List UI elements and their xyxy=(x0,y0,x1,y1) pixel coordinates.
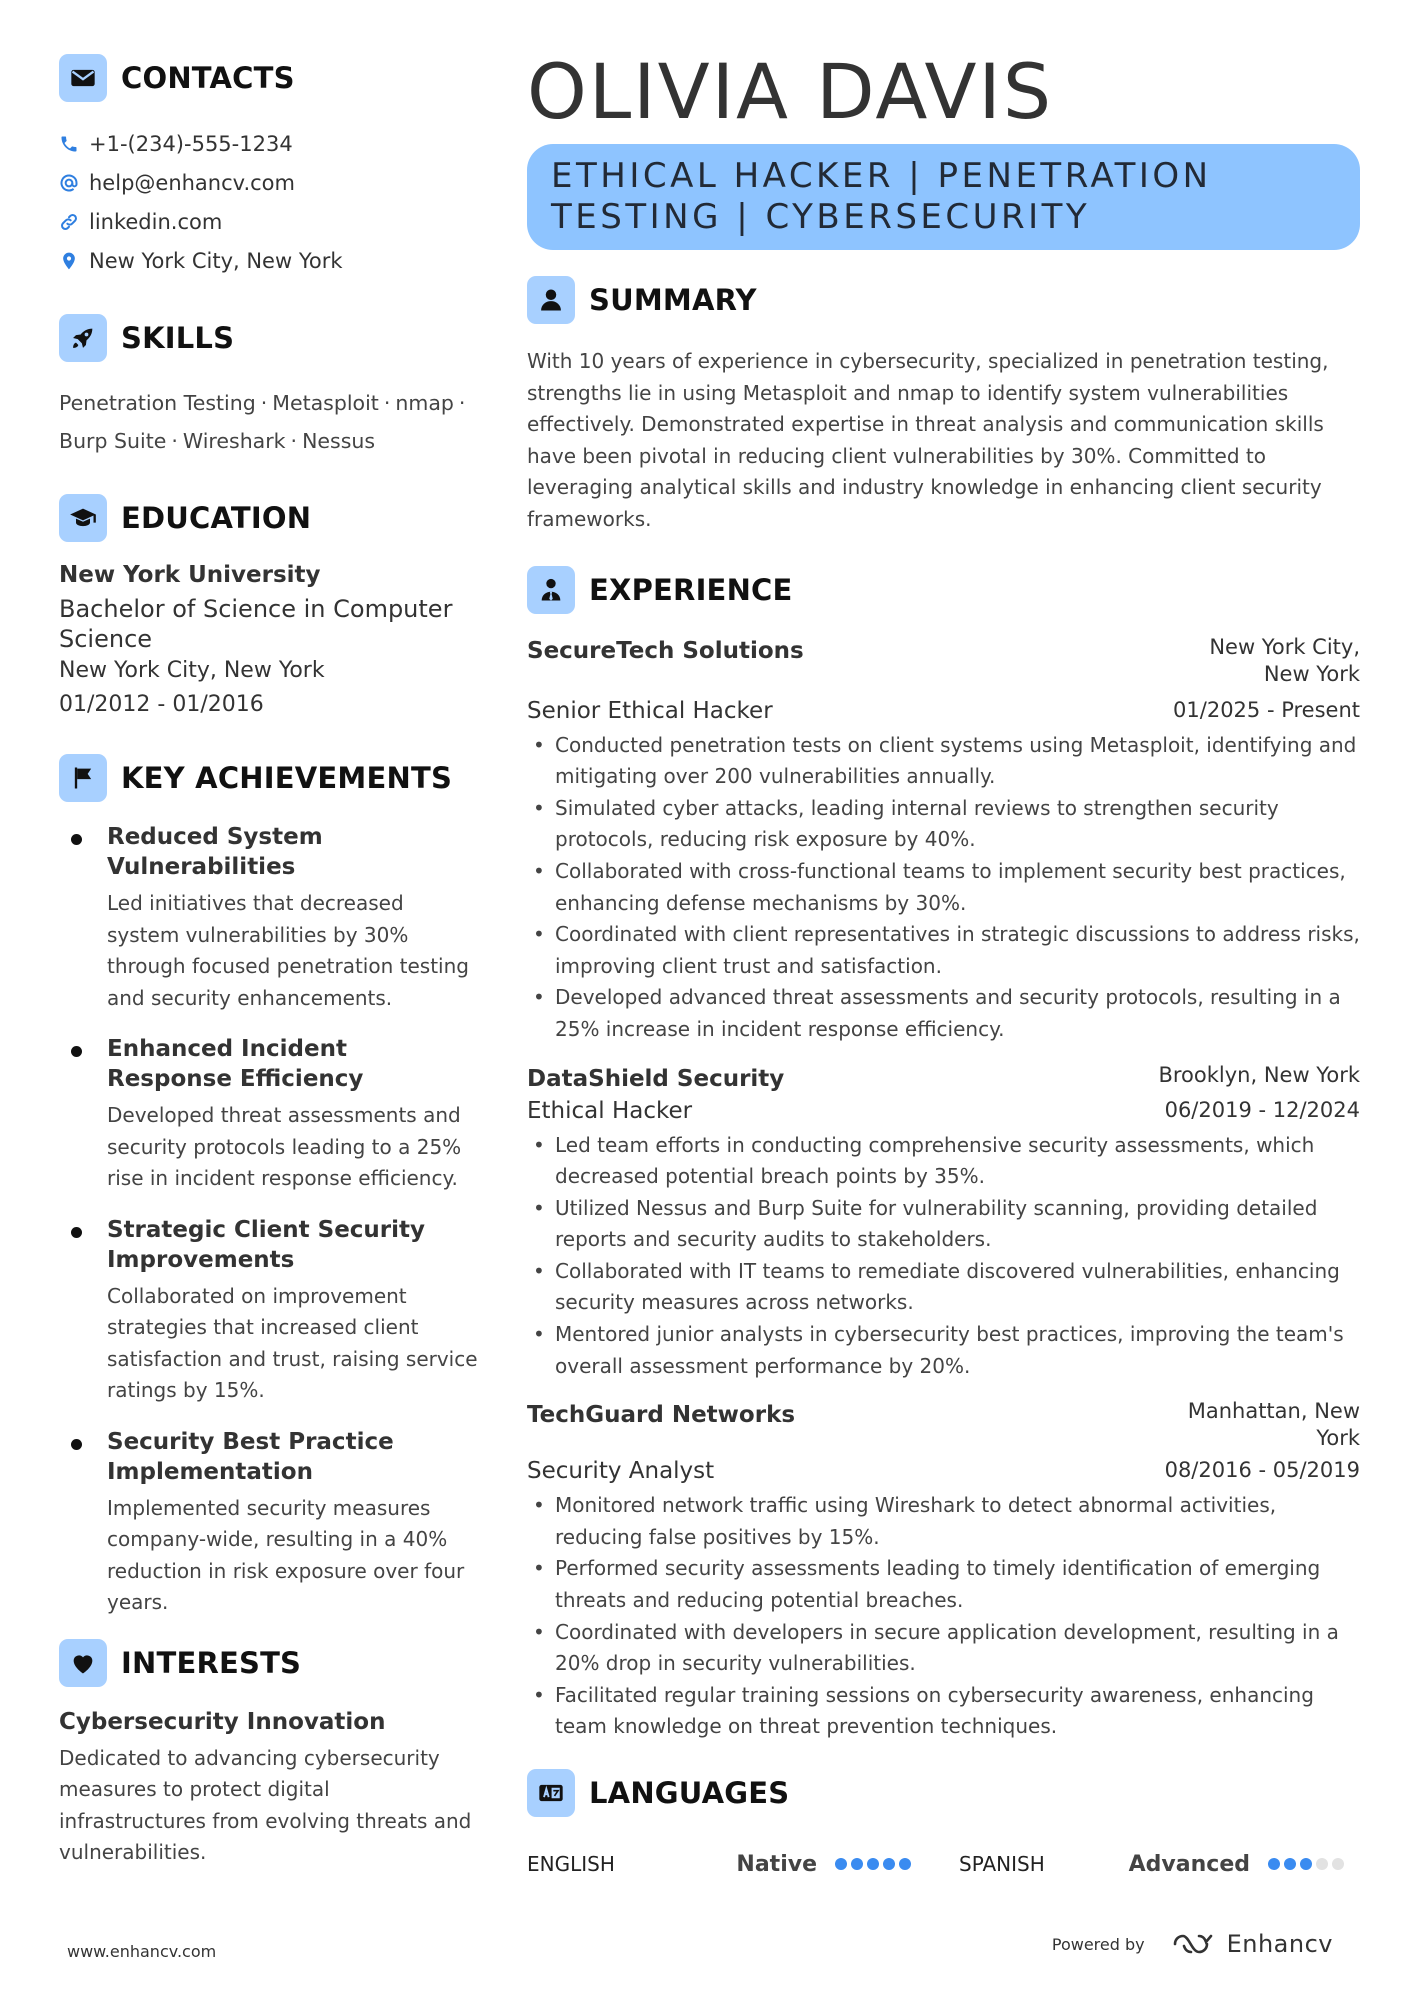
contact-linkedin-text: linkedin.com xyxy=(89,209,223,234)
achievement-desc: Developed threat assessments and security protocols leading to a 25% rise in incident response efficiency. xyxy=(107,1103,462,1190)
achievement-item xyxy=(59,1427,479,1619)
languages-list xyxy=(527,1849,1360,1879)
powered-by-label: Powered by xyxy=(1051,1934,1145,1954)
headline-banner xyxy=(527,144,1360,250)
enhancv-logo-icon xyxy=(1171,1931,1219,1957)
job-company: DataShield Security xyxy=(527,1065,785,1092)
candidate-name: OLIVIA DAVIS xyxy=(527,47,1054,136)
skill-item: Penetration Testing xyxy=(59,391,256,415)
job-bullet: • Monitored network traffic using Wireshark to detect abnormal activities, reducing false positives by 15%. xyxy=(527,1490,1360,1553)
job-dates: 08/2016 - 05/2019 xyxy=(1164,1458,1360,1483)
language-entry xyxy=(527,1852,959,1877)
job-bullet: • Utilized Nessus and Burp Suite for vulnerability scanning, providing detailed reports and security audits to stakeholders. xyxy=(527,1193,1360,1256)
languages-header xyxy=(527,1769,1360,1817)
contact-email[interactable] xyxy=(59,163,479,202)
achievements-header xyxy=(59,754,479,802)
contacts-title: CONTACTS xyxy=(121,61,295,95)
achievement-title: Enhanced Incident Response Efficiency xyxy=(107,1036,364,1092)
job-bullet: • Led team efforts in conducting comprehensive security assessments, which decreased potential breach points by 35%. xyxy=(527,1130,1360,1193)
job-bullet: • Coordinated with developers in secure application development, resulting in a 20% drop in security vulnerabilities. xyxy=(527,1617,1360,1680)
rating-dot-filled xyxy=(1300,1858,1312,1870)
job-entry xyxy=(527,1062,1360,1383)
achievement-title: Reduced System Vulnerabilities xyxy=(107,824,323,880)
skills-header xyxy=(59,314,479,362)
link-icon xyxy=(59,212,89,232)
bullet-dot xyxy=(71,1227,82,1238)
job-role: Ethical Hacker xyxy=(527,1097,693,1124)
education-dates: 01/2012 - 01/2016 xyxy=(59,692,264,717)
achievement-desc: Implemented security measures company-wide, resulting in a 40% reduction in risk exposure over four years. xyxy=(107,1495,465,1614)
achievement-title: Strategic Client Security Improvements xyxy=(107,1216,426,1273)
enhancv-brand-text: Enhancv xyxy=(1226,1930,1333,1958)
job-location: Brooklyn, New York xyxy=(1158,1062,1360,1087)
rating-dot-filled xyxy=(899,1858,911,1870)
contact-phone-text: +1-(234)-555-1234 xyxy=(89,131,293,156)
phone-icon xyxy=(59,134,89,154)
language-level: Advanced xyxy=(1128,1851,1250,1877)
job-bullet: • Conducted penetration tests on client systems using Metasploit, identifying and mitigating over 200 vulnerabilities annually. xyxy=(527,730,1360,793)
job-bullet: • Performed security assessments leading to timely identification of emerging threats and reducing potential breaches. xyxy=(527,1553,1360,1616)
education-degree: Bachelor of Science in Computer Science xyxy=(59,595,453,653)
job-location: Manhattan, New York xyxy=(1187,1399,1360,1451)
contact-location-text: New York City, New York xyxy=(89,248,343,273)
summary-title: SUMMARY xyxy=(589,283,757,317)
rating-dot-filled xyxy=(867,1858,879,1870)
interests-header xyxy=(59,1639,479,1687)
rating-dot-filled xyxy=(1284,1858,1296,1870)
languages-title: LANGUAGES xyxy=(589,1776,790,1810)
skill-item: Wireshark xyxy=(182,429,286,453)
footer-website[interactable]: www.enhancv.com xyxy=(67,1942,217,1961)
summary-text: With 10 years of experience in cybersecurity, specialized in penetration testing, strengths lie in using Metasploit and nmap to identify system vulnerabilities effectively. Demonstrated expertise in threat analysis and communication skills have been pivotal in reducing client vulnerabilities by 30%. Committed to leveraging analytical skills and industry knowledge in enhancing client security frameworks. xyxy=(527,349,1329,531)
user-icon xyxy=(527,276,575,324)
job-role: Security Analyst xyxy=(527,1458,715,1485)
job-bullet: • Collaborated with cross-functional teams to implement security best practices, enhancing defense mechanisms by 30%. xyxy=(527,856,1360,919)
skills-title: SKILLS xyxy=(121,321,235,355)
rating-dot-filled xyxy=(1268,1858,1280,1870)
contact-email-text: help@enhancv.com xyxy=(89,170,295,195)
job-bullet: • Simulated cyber attacks, leading internal reviews to strengthen security protocols, reducing risk exposure by 40%. xyxy=(527,793,1360,856)
bullet-dot xyxy=(71,1439,82,1450)
summary-header xyxy=(527,276,1360,324)
skill-item: Metasploit xyxy=(272,391,379,415)
skills-list: Penetration Testing · Metasploit · nmap · Burp Suite · Wireshark · Nessus xyxy=(59,391,466,453)
language-name: SPANISH xyxy=(959,1852,1045,1876)
job-location: New York City, New York xyxy=(1209,634,1360,686)
graduation-cap-icon xyxy=(59,494,107,542)
interests-title: INTERESTS xyxy=(121,1645,302,1680)
achievement-item xyxy=(59,822,479,1014)
enhancv-logo[interactable] xyxy=(1171,1930,1333,1958)
education-school: New York University xyxy=(59,562,321,588)
footer-branding xyxy=(1052,1930,1333,1958)
right-column xyxy=(527,47,1360,1879)
left-column xyxy=(59,54,479,1869)
envelope-icon xyxy=(59,54,107,102)
achievement-item xyxy=(59,1034,479,1195)
contact-list xyxy=(59,124,479,280)
education-location: New York City, New York xyxy=(59,658,325,683)
job-company: TechGuard Networks xyxy=(527,1402,796,1429)
headline-text: ETHICAL HACKER | PENETRATION TESTING | CYBERSECURITY xyxy=(551,156,1212,237)
bullet-dot xyxy=(71,1046,82,1057)
rating-dot-empty xyxy=(1332,1858,1344,1870)
job-bullet: • Mentored junior analysts in cybersecurity best practices, improving the team's overall assessment performance by 20%. xyxy=(527,1319,1360,1382)
language-level: Native xyxy=(736,1851,817,1877)
rating-dot-empty xyxy=(1316,1858,1328,1870)
job-entry xyxy=(527,1398,1360,1743)
experience-title: EXPERIENCE xyxy=(589,572,793,607)
rating-dot-filled xyxy=(851,1858,863,1870)
flag-icon xyxy=(59,754,107,802)
achievements-title: KEY ACHIEVEMENTS xyxy=(121,761,453,795)
experience-header xyxy=(527,566,1360,614)
bullet-dot xyxy=(71,834,82,845)
language-rating xyxy=(1268,1858,1348,1870)
job-dates: 06/2019 - 12/2024 xyxy=(1164,1097,1360,1122)
job-bullets xyxy=(527,730,1360,1046)
achievement-desc: Led initiatives that decreased system vulnerabilities by 30% through focused penetration testing and security enhancements. xyxy=(107,891,469,1010)
briefcase-user-icon xyxy=(527,566,575,614)
language-entry xyxy=(959,1852,1360,1877)
contact-phone[interactable] xyxy=(59,124,479,163)
heart-icon xyxy=(59,1639,107,1687)
interest-title: Cybersecurity Innovation xyxy=(59,1708,386,1735)
job-bullets xyxy=(527,1130,1360,1383)
location-pin-icon xyxy=(59,251,89,271)
skill-item: Nessus xyxy=(302,429,376,453)
interest-desc: Dedicated to advancing cybersecurity measures to protect digital infrastructures from evolving threats and vulnerabilities. xyxy=(59,1745,472,1864)
job-bullets xyxy=(527,1490,1360,1743)
rocket-icon xyxy=(59,314,107,362)
rating-dot-filled xyxy=(883,1858,895,1870)
achievement-item xyxy=(59,1215,479,1407)
job-bullet: • Collaborated with IT teams to remediate discovered vulnerabilities, enhancing security measures across networks. xyxy=(527,1256,1360,1319)
language-name: ENGLISH xyxy=(527,1852,615,1876)
job-entry xyxy=(527,634,1360,1046)
skill-item: nmap xyxy=(395,391,454,415)
skill-item: Burp Suite xyxy=(59,429,167,453)
job-bullet: • Developed advanced threat assessments and security protocols, resulting in a 25% increase in incident response efficiency. xyxy=(527,982,1360,1045)
achievement-title: Security Best Practice Implementation xyxy=(107,1428,394,1485)
job-bullet: • Facilitated regular training sessions on cybersecurity awareness, enhancing team knowledge on threat prevention techniques. xyxy=(527,1680,1360,1743)
job-dates: 01/2025 - Present xyxy=(1173,697,1360,722)
rating-dot-filled xyxy=(835,1858,847,1870)
contact-linkedin[interactable] xyxy=(59,202,479,241)
job-bullet: • Coordinated with client representatives in strategic discussions to address risks, improving client trust and satisfaction. xyxy=(527,919,1360,982)
language-icon xyxy=(527,1769,575,1817)
contacts-header xyxy=(59,54,479,102)
at-icon xyxy=(59,173,89,193)
job-role: Senior Ethical Hacker xyxy=(527,697,773,724)
contact-location xyxy=(59,241,479,280)
job-company: SecureTech Solutions xyxy=(527,637,804,664)
achievements-list xyxy=(59,822,479,1619)
education-header xyxy=(59,494,479,542)
language-rating xyxy=(835,1858,915,1870)
achievement-desc: Collaborated on improvement strategies that increased client satisfaction and trust, raising service ratings by 15%. xyxy=(107,1283,478,1402)
education-title: EDUCATION xyxy=(121,501,312,535)
